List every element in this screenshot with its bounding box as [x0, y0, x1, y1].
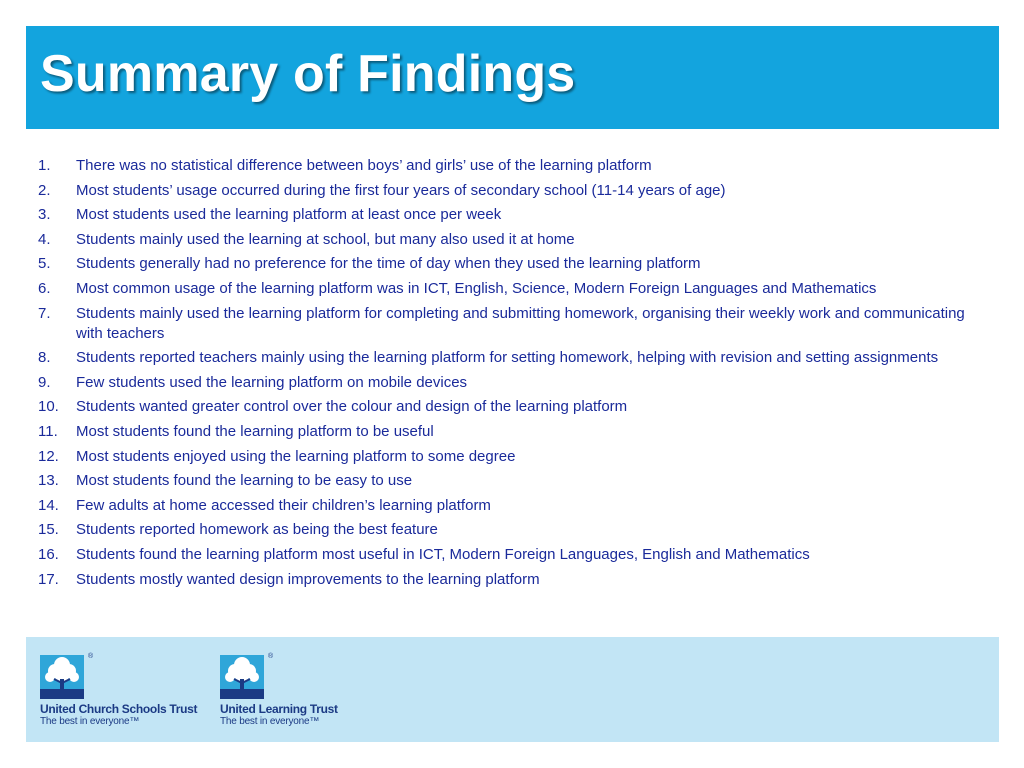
finding-number: 2. [38, 181, 51, 199]
finding-item [38, 279, 988, 299]
finding-item [38, 156, 988, 176]
finding-number: 7. [38, 304, 51, 322]
finding-text: Most students enjoyed using the learning platform to some degree [76, 447, 516, 465]
finding-item [38, 447, 988, 467]
finding-number: 5. [38, 255, 51, 273]
finding-item [38, 496, 988, 516]
slide-title: Summary of Findings [40, 45, 576, 103]
finding-item [38, 397, 988, 417]
finding-item [38, 545, 988, 565]
finding-item [38, 205, 988, 225]
finding-text: Students found the learning platform most useful in ICT, Modern Foreign Languages, English and Mathematics [76, 545, 810, 563]
finding-text: Most students found the learning to be easy to use [76, 472, 413, 490]
finding-text: Most students found the learning platform to be useful [76, 422, 434, 440]
logo-united-learning-trust [220, 655, 338, 728]
finding-number: 1. [38, 157, 51, 174]
finding-item [38, 570, 988, 590]
finding-text: Students wanted greater control over the colour and design of the learning platform [76, 398, 628, 416]
finding-number: 14. [38, 496, 59, 514]
title-bar [26, 26, 999, 129]
finding-number: 17. [38, 570, 59, 588]
finding-number: 11. [38, 422, 58, 440]
logo-united-church-schools-trust [40, 655, 197, 728]
finding-text: Students mainly used the learning platform for completing and submitting homework, organising their weekly work and communicating with teachers [76, 304, 965, 342]
finding-number: 8. [38, 349, 51, 367]
finding-item [38, 422, 988, 442]
finding-item [38, 254, 988, 274]
finding-number: 3. [38, 206, 51, 224]
tree-icon [220, 655, 264, 699]
finding-number: 16. [38, 545, 59, 563]
finding-item [38, 373, 988, 393]
finding-text: There was no statistical difference between boys’ and girls’ use of the learning platform [76, 157, 652, 174]
logo-tagline: The best in everyone™ [220, 716, 320, 727]
footer-band [26, 637, 999, 742]
tree-icon [40, 655, 84, 699]
finding-text: Few adults at home accessed their children’s learning platform [76, 496, 491, 514]
registered-mark: ® [88, 653, 94, 660]
finding-text: Students mostly wanted design improvements to the learning platform [76, 570, 540, 588]
finding-text: Most students used the learning platform at least once per week [76, 206, 502, 224]
finding-item [38, 304, 988, 344]
finding-text: Students reported homework as being the best feature [76, 521, 438, 539]
finding-text: Students mainly used the learning at school, but many also used it at home [76, 230, 575, 248]
finding-text: Most students’ usage occurred during the first four years of secondary school (11-14 years of age) [76, 181, 726, 199]
finding-item [38, 348, 988, 368]
finding-text: Students reported teachers mainly using the learning platform for setting homework, helping with revision and setting assignments [76, 349, 939, 367]
finding-text: Most common usage of the learning platform was in ICT, English, Science, Modern Foreign Languages and Mathematics [76, 279, 877, 297]
finding-number: 10. [38, 398, 59, 416]
finding-text: Few students used the learning platform on mobile devices [76, 373, 468, 391]
finding-number: 15. [38, 521, 59, 539]
logo-tagline: The best in everyone™ [40, 716, 140, 727]
finding-text: Students generally had no preference for the time of day when they used the learning platform [76, 255, 701, 273]
finding-item [38, 181, 988, 201]
logo-name: United Church Schools Trust [40, 702, 198, 716]
finding-number: 6. [38, 279, 51, 297]
registered-mark: ® [268, 653, 274, 660]
finding-number: 9. [38, 373, 51, 391]
finding-item [38, 520, 988, 540]
logo-name: United Learning Trust [220, 702, 338, 716]
finding-number: 4. [38, 230, 51, 248]
finding-number: 13. [38, 472, 59, 490]
finding-item [38, 230, 988, 250]
finding-item [38, 471, 988, 491]
finding-number: 12. [38, 447, 59, 465]
findings-list [38, 156, 988, 594]
